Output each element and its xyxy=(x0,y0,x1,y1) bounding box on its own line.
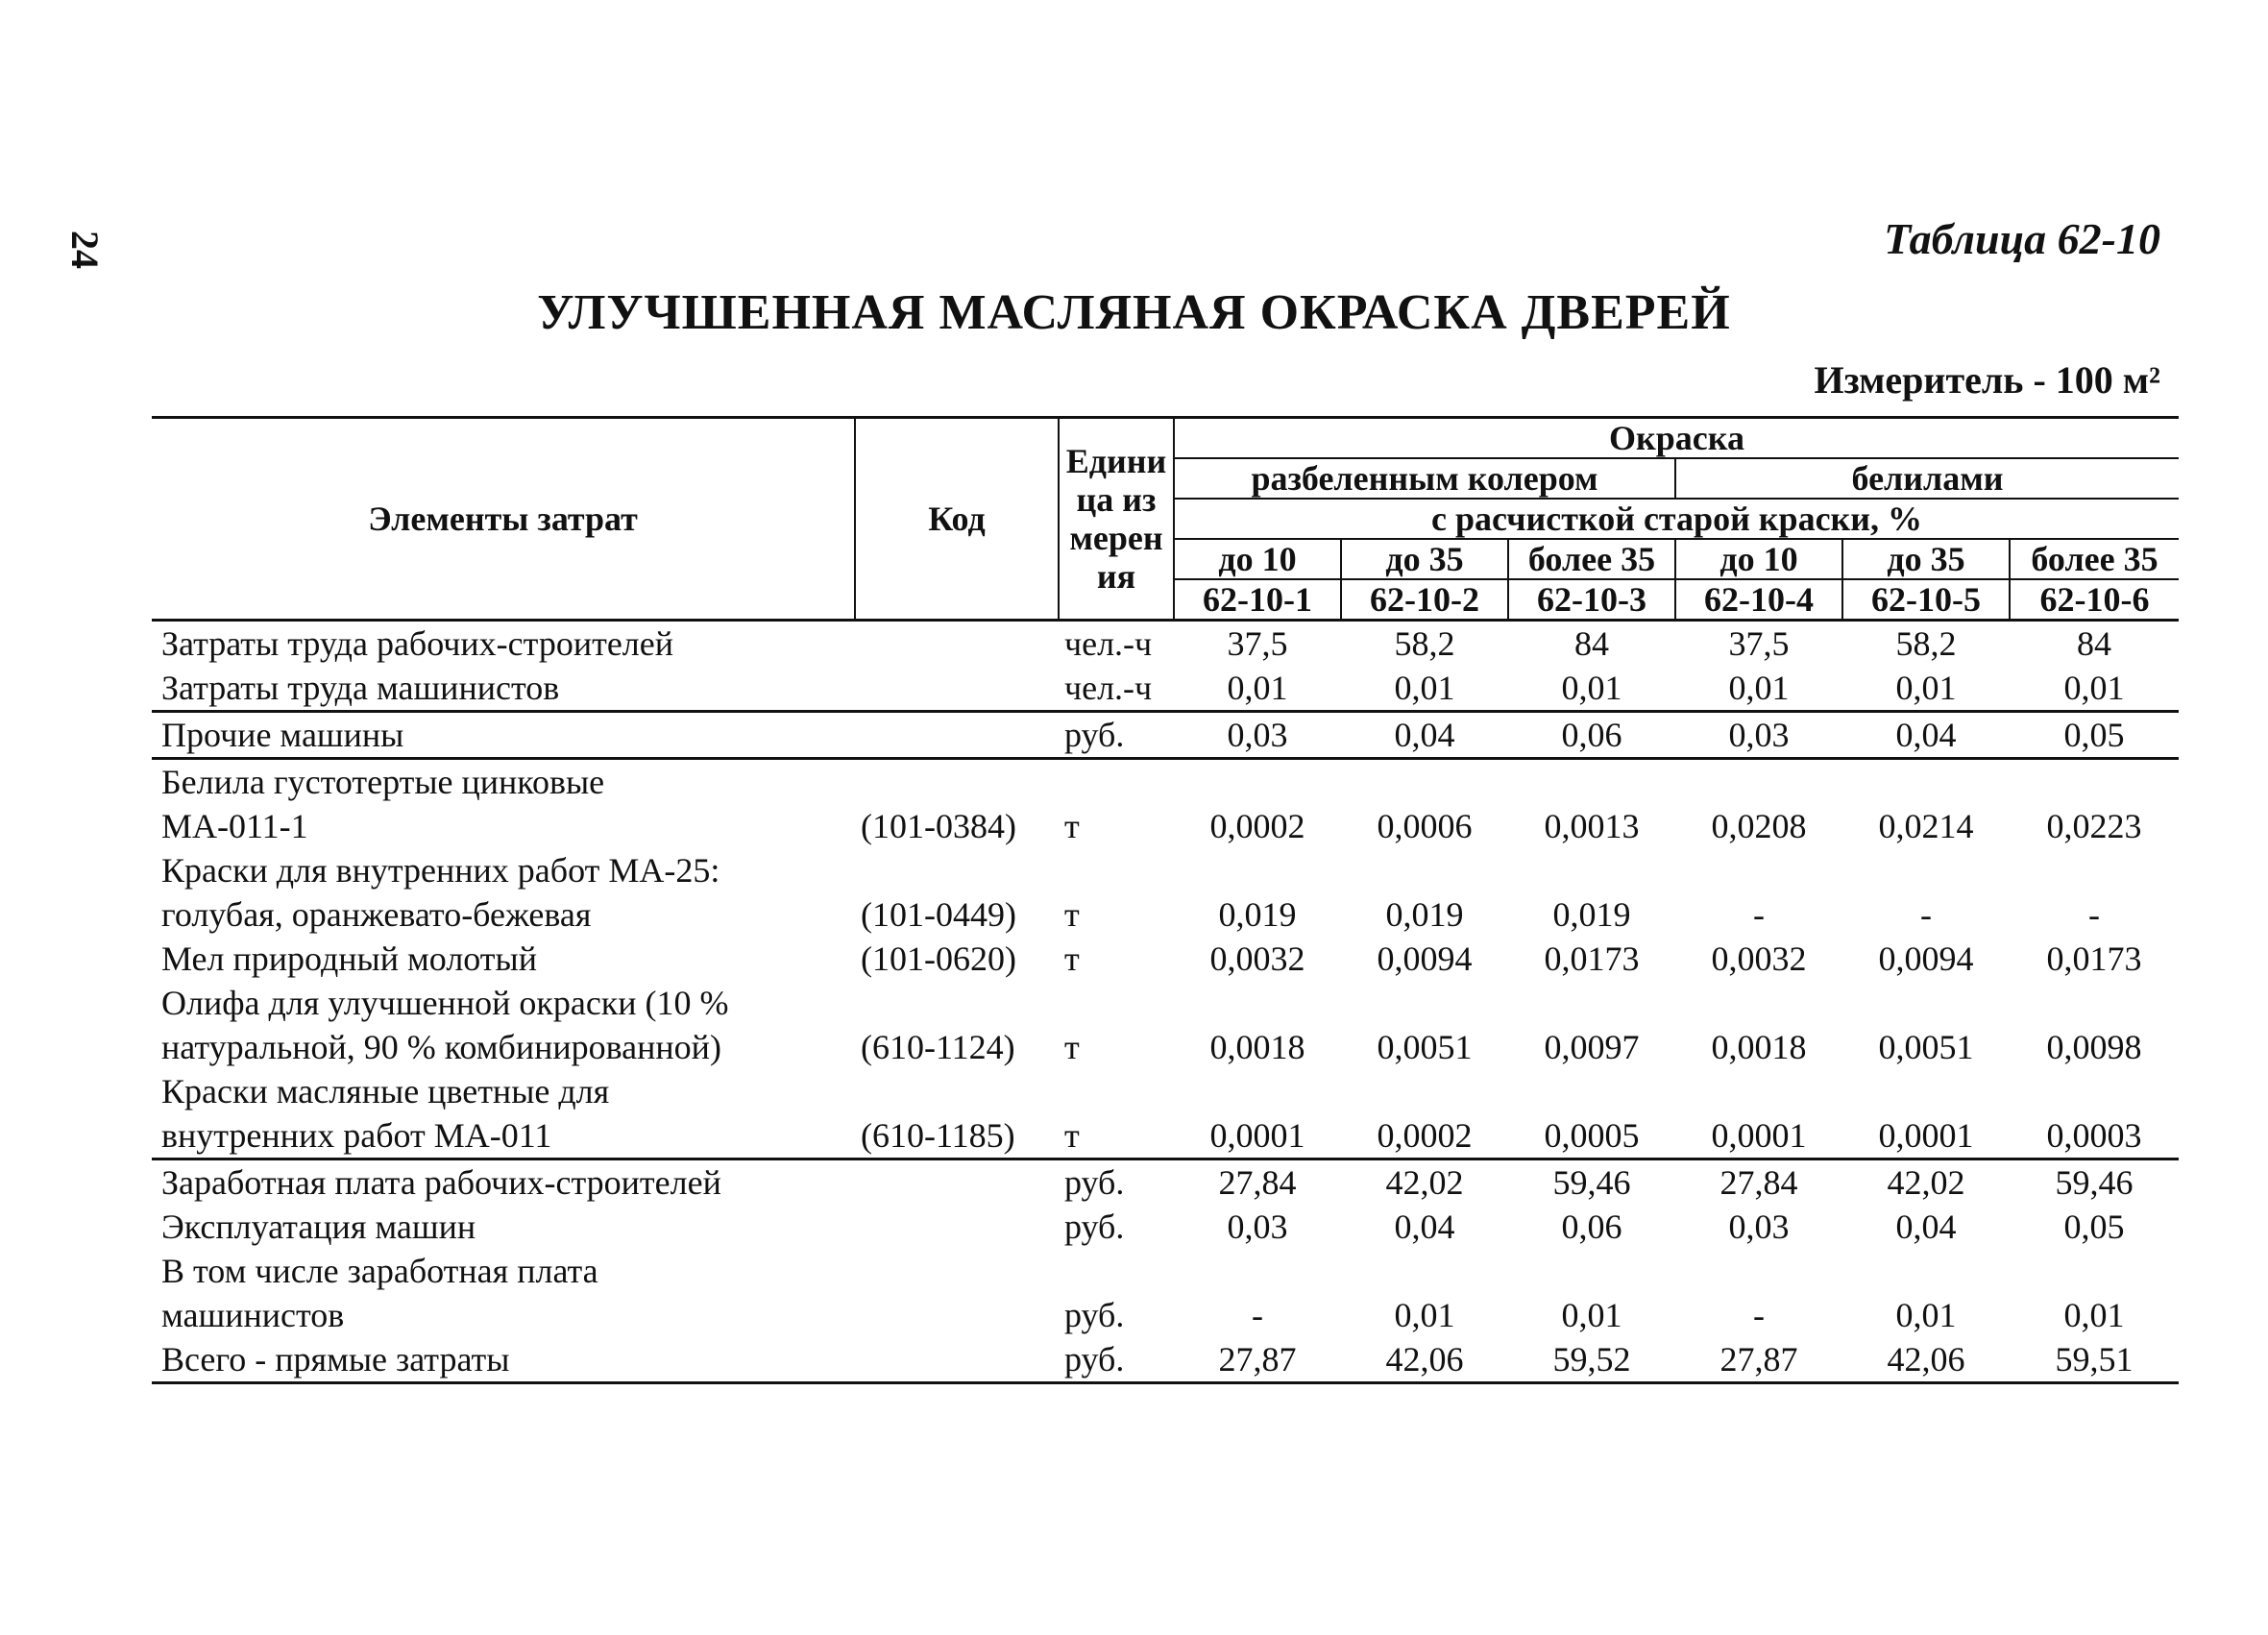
cost-element-name: Краски масляные цветные для xyxy=(161,1072,610,1110)
page-title: УЛУЧШЕННАЯ МАСЛЯНАЯ ОКРАСКА ДВЕРЕЙ xyxy=(537,285,1731,340)
norm-value: 0,0094 xyxy=(1377,940,1473,978)
norm-value xyxy=(2010,759,2179,805)
norm-value: 27,84 xyxy=(1719,1163,1798,1202)
header-range: до 35 xyxy=(1341,539,1508,579)
cost-table xyxy=(152,416,2179,1384)
norm-value: 0,01 xyxy=(1508,666,1675,712)
norm-value: 0,0002 xyxy=(1209,807,1305,845)
header-unit: Единица измерения xyxy=(1059,418,1174,621)
norm-value: - xyxy=(1920,895,1932,934)
measure-unit: Измеритель - 100 м² xyxy=(1814,358,2160,402)
norm-value: 0,01 xyxy=(1341,666,1508,712)
norm-value: 42,02 xyxy=(1887,1163,1965,1202)
resource-code xyxy=(855,1159,1059,1206)
norm-value: 0,05 xyxy=(2010,712,2179,759)
norm-value: 0,0018 xyxy=(1209,1028,1305,1066)
resource-code: (610-1185) xyxy=(855,1113,1059,1159)
table-row xyxy=(152,1337,2179,1383)
norm-value: 0,03 xyxy=(1227,1208,1288,1246)
table-number: Таблица 62-10 xyxy=(1884,214,2160,263)
norm-value: - xyxy=(1252,1296,1263,1334)
norm-value xyxy=(2010,1069,2179,1113)
unit-of-measure: руб. xyxy=(1064,1296,1125,1334)
unit-of-measure xyxy=(1059,848,1174,892)
unit-of-measure xyxy=(1059,981,1174,1025)
table-row xyxy=(152,621,2179,667)
norm-value: 0,0208 xyxy=(1711,807,1807,845)
resource-code: (610-1124) xyxy=(861,1028,1015,1066)
cost-element-name: Прочие машины xyxy=(152,712,855,759)
unit-of-measure: т xyxy=(1064,1028,1080,1066)
norm-value: 59,51 xyxy=(2010,1337,2179,1383)
norm-value: 0,01 xyxy=(1394,1296,1455,1334)
table-row xyxy=(152,712,2179,759)
norm-value: - xyxy=(1753,1296,1765,1334)
cost-element-name: Краски для внутренних работ МА-25: xyxy=(161,851,720,890)
norm-value: 0,01 xyxy=(2010,666,2179,712)
table-row xyxy=(152,848,2179,892)
header-group-white: белилами xyxy=(1675,458,2179,499)
norm-value: 84 xyxy=(2077,624,2111,663)
norm-value: 0,019 xyxy=(1552,895,1631,934)
table-row xyxy=(152,1205,2179,1249)
norm-value: 0,0005 xyxy=(1508,1113,1675,1159)
cost-element-name: внутренних работ МА-011 xyxy=(152,1113,855,1159)
norm-value xyxy=(1174,759,1341,805)
norm-value xyxy=(1174,848,1341,892)
norm-value: 0,0001 xyxy=(1842,1113,2010,1159)
norm-value: 0,05 xyxy=(2063,1208,2125,1246)
page-number: 24 xyxy=(63,231,107,269)
cost-element-name: Олифа для улучшенной окраски (10 % xyxy=(161,984,729,1022)
norm-value xyxy=(1842,1249,2010,1293)
norm-value: 0,0098 xyxy=(2046,1028,2142,1066)
norm-value xyxy=(1842,848,2010,892)
cost-element-name: натуральной, 90 % комбинированной) xyxy=(161,1028,721,1066)
table-row xyxy=(152,981,2179,1025)
unit-of-measure: руб. xyxy=(1064,1163,1125,1202)
norm-value: 27,84 xyxy=(1218,1163,1297,1202)
resource-code xyxy=(855,712,1059,759)
norm-value xyxy=(1341,759,1508,805)
norm-value xyxy=(1341,848,1508,892)
table-row xyxy=(152,892,2179,937)
unit-of-measure: руб. xyxy=(1059,1337,1174,1383)
norm-value xyxy=(1675,1249,1842,1293)
norm-value: 0,04 xyxy=(1842,712,2010,759)
norm-value xyxy=(1174,1069,1341,1113)
norm-value: 0,0173 xyxy=(2046,940,2142,978)
cost-element-name: Затраты труда рабочих-строителей xyxy=(161,624,674,663)
norm-value: 27,87 xyxy=(1675,1337,1842,1383)
table-row xyxy=(152,1025,2179,1069)
norm-value: 0,0032 xyxy=(1711,940,1807,978)
unit-of-measure: т xyxy=(1059,1113,1174,1159)
norm-value xyxy=(1508,759,1675,805)
norm-value: 0,0094 xyxy=(1878,940,1974,978)
unit-of-measure: чел.-ч xyxy=(1064,624,1153,663)
norm-value: 0,01 xyxy=(1675,666,1842,712)
norm-value: 0,01 xyxy=(2063,1296,2125,1334)
header-rate-code: 62-10-3 xyxy=(1508,579,1675,621)
norm-value: 0,06 xyxy=(1508,712,1675,759)
header-code: Код xyxy=(855,418,1059,621)
norm-value: 59,46 xyxy=(1552,1163,1631,1202)
cost-element-name: голубая, оранжевато-бежевая xyxy=(161,895,592,934)
norm-value: 0,06 xyxy=(1561,1208,1622,1246)
norm-value: 84 xyxy=(1574,624,1609,663)
header-elements: Элементы затрат xyxy=(152,418,855,621)
resource-code xyxy=(855,848,1059,892)
norm-value: 37,5 xyxy=(1728,624,1790,663)
cost-element-name: Мел природный молотый xyxy=(161,940,537,978)
norm-value: 37,5 xyxy=(1227,624,1288,663)
norm-value xyxy=(1508,1069,1675,1113)
header-cleaning: с расчисткой старой краски, % xyxy=(1174,499,2179,539)
norm-value: 0,0013 xyxy=(1544,807,1640,845)
norm-value: 59,52 xyxy=(1508,1337,1675,1383)
norm-value: 0,0018 xyxy=(1711,1028,1807,1066)
norm-value: 27,87 xyxy=(1174,1337,1341,1383)
norm-value: 0,03 xyxy=(1675,712,1842,759)
norm-value: 0,0051 xyxy=(1377,1028,1473,1066)
norm-value: 0,0002 xyxy=(1341,1113,1508,1159)
norm-value: 0,04 xyxy=(1341,712,1508,759)
norm-value xyxy=(1842,1069,2010,1113)
norm-value xyxy=(1508,848,1675,892)
table-row xyxy=(152,759,2179,805)
norm-value: 0,0051 xyxy=(1878,1028,1974,1066)
norm-value: 0,0006 xyxy=(1377,807,1473,845)
norm-value xyxy=(1842,759,2010,805)
norm-value: 0,019 xyxy=(1385,895,1464,934)
norm-value xyxy=(2010,1249,2179,1293)
cost-element-name: машинистов xyxy=(161,1296,345,1334)
unit-of-measure: т xyxy=(1064,807,1080,845)
cost-element-name: Заработная плата рабочих-строителей xyxy=(161,1163,721,1202)
norm-value: 0,0214 xyxy=(1878,807,1974,845)
norm-value xyxy=(1341,1069,1508,1113)
norm-value: 42,02 xyxy=(1385,1163,1464,1202)
header-rate-code: 62-10-2 xyxy=(1341,579,1508,621)
norm-value: 42,06 xyxy=(1842,1337,2010,1383)
norm-value: 0,03 xyxy=(1728,1208,1790,1246)
unit-of-measure: т xyxy=(1064,940,1080,978)
resource-code xyxy=(855,666,1059,712)
header-paint: Окраска xyxy=(1174,418,2179,459)
table-row xyxy=(152,1159,2179,1206)
cost-element-name: Белила густотертые цинковые xyxy=(161,763,605,801)
table-row xyxy=(152,1249,2179,1293)
norm-value: - xyxy=(1753,895,1765,934)
norm-value: 58,2 xyxy=(1394,624,1455,663)
resource-code: (101-0449) xyxy=(861,895,1016,934)
norm-value xyxy=(1341,981,1508,1025)
norm-value: 0,04 xyxy=(1895,1208,1957,1246)
table-row xyxy=(152,1113,2179,1159)
unit-of-measure: т xyxy=(1064,895,1080,934)
norm-value: 0,0173 xyxy=(1544,940,1640,978)
norm-value: 0,0003 xyxy=(2010,1113,2179,1159)
resource-code xyxy=(855,981,1059,1025)
norm-value xyxy=(1842,981,2010,1025)
cost-element-name: Эксплуатация машин xyxy=(161,1208,476,1246)
unit-of-measure xyxy=(1059,759,1174,805)
cost-element-name: Всего - прямые затраты xyxy=(152,1337,855,1383)
unit-of-measure: руб. xyxy=(1064,1208,1125,1246)
norm-value: 0,01 xyxy=(1561,1296,1622,1334)
norm-value: 0,01 xyxy=(1842,666,2010,712)
norm-value: 42,06 xyxy=(1341,1337,1508,1383)
header-range: более 35 xyxy=(2010,539,2179,579)
norm-value: 59,46 xyxy=(2055,1163,2134,1202)
resource-code xyxy=(855,1069,1059,1113)
norm-value: 58,2 xyxy=(1895,624,1957,663)
header-range: до 10 xyxy=(1174,539,1341,579)
resource-code xyxy=(855,1337,1059,1383)
norm-value xyxy=(1508,981,1675,1025)
table-row xyxy=(152,666,2179,712)
norm-value xyxy=(1675,981,1842,1025)
header-range: до 10 xyxy=(1675,539,1842,579)
table-row xyxy=(152,1069,2179,1113)
norm-value: 0,0001 xyxy=(1675,1113,1842,1159)
table-row xyxy=(152,937,2179,981)
resource-code xyxy=(855,759,1059,805)
resource-code: (101-0620) xyxy=(861,940,1016,978)
resource-code xyxy=(855,1249,1059,1293)
norm-value: 0,0001 xyxy=(1174,1113,1341,1159)
norm-value xyxy=(1508,1249,1675,1293)
norm-value xyxy=(1341,1249,1508,1293)
header-group-colored: разбеленным колером xyxy=(1174,458,1675,499)
resource-code: (101-0384) xyxy=(861,807,1016,845)
table-row xyxy=(152,804,2179,848)
table-header xyxy=(152,418,2179,621)
norm-value xyxy=(1675,759,1842,805)
unit-of-measure xyxy=(1059,1069,1174,1113)
norm-value: 0,01 xyxy=(1895,1296,1957,1334)
header-rate-code: 62-10-5 xyxy=(1842,579,2010,621)
cost-element-name: МА-011-1 xyxy=(161,807,308,845)
norm-value xyxy=(2010,981,2179,1025)
norm-value xyxy=(1174,981,1341,1025)
norm-value: 0,0097 xyxy=(1544,1028,1640,1066)
header-range: до 35 xyxy=(1842,539,2010,579)
cost-element-name: В том числе заработная плата xyxy=(161,1252,598,1290)
header-range: более 35 xyxy=(1508,539,1675,579)
norm-value: 0,04 xyxy=(1394,1208,1455,1246)
norm-value xyxy=(1675,1069,1842,1113)
norm-value: 0,019 xyxy=(1218,895,1297,934)
resource-code xyxy=(855,1293,1059,1337)
unit-of-measure: чел.-ч xyxy=(1059,666,1174,712)
resource-code xyxy=(855,621,1059,667)
table-row xyxy=(152,1293,2179,1337)
resource-code xyxy=(855,1205,1059,1249)
norm-value xyxy=(1174,1249,1341,1293)
norm-value xyxy=(1675,848,1842,892)
norm-value: 0,0032 xyxy=(1209,940,1305,978)
header-rate-code: 62-10-4 xyxy=(1675,579,1842,621)
norm-value: 0,03 xyxy=(1174,712,1341,759)
header-rate-code: 62-10-1 xyxy=(1174,579,1341,621)
norm-value: 0,0223 xyxy=(2046,807,2142,845)
table-body xyxy=(152,621,2179,1383)
norm-value: 0,01 xyxy=(1174,666,1341,712)
unit-of-measure xyxy=(1059,1249,1174,1293)
unit-of-measure: руб. xyxy=(1059,712,1174,759)
norm-value xyxy=(2010,848,2179,892)
header-rate-code: 62-10-6 xyxy=(2010,579,2179,621)
norm-value: - xyxy=(2088,895,2100,934)
cost-element-name: Затраты труда машинистов xyxy=(152,666,855,712)
